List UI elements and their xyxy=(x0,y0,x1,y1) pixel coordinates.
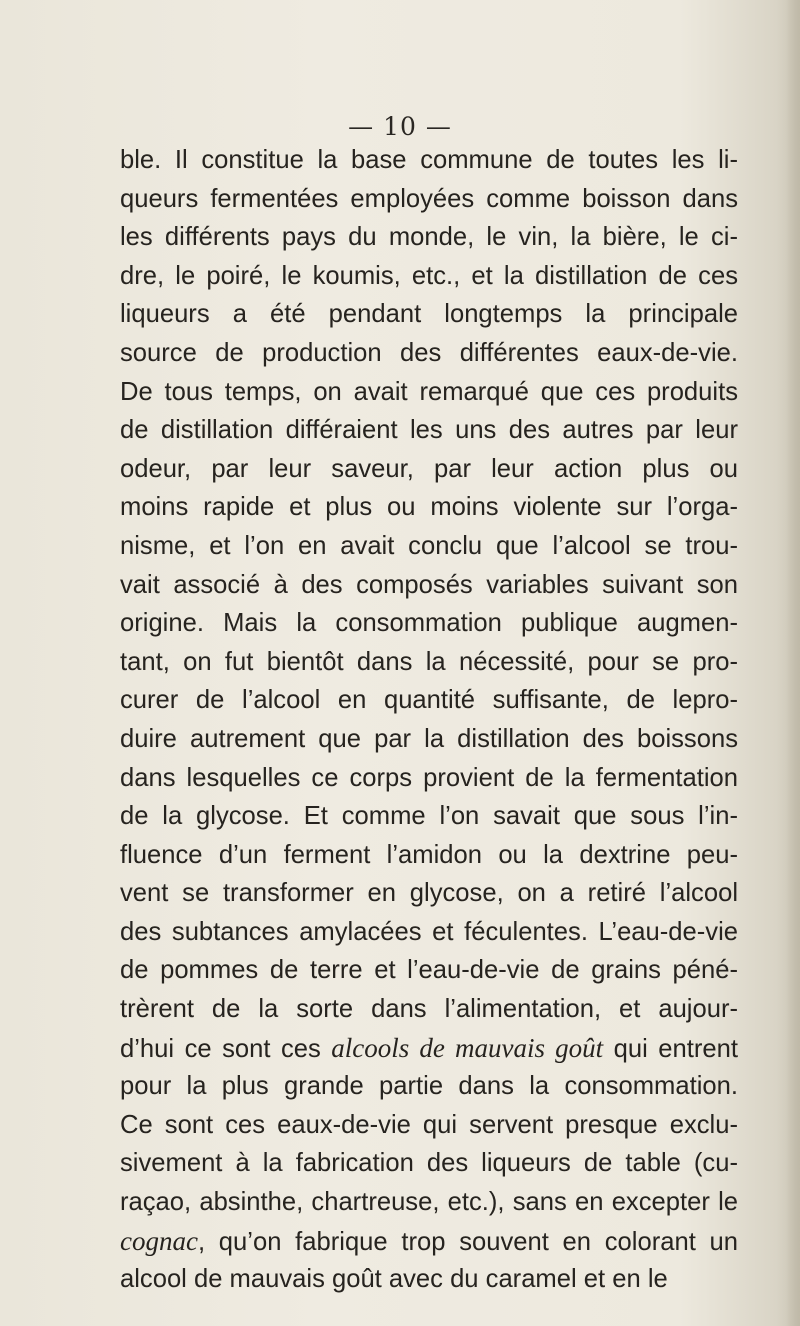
text-segment: fluence d’un ferment l’amidon ou la dextrine peu- xyxy=(120,840,738,869)
text-line xyxy=(120,681,738,720)
text-line xyxy=(120,720,738,759)
text-line xyxy=(120,373,738,412)
text-line xyxy=(120,566,738,605)
text-line xyxy=(120,527,738,566)
italic-phrase: alcools de mauvais goût xyxy=(331,1032,604,1063)
text-line xyxy=(120,643,738,682)
text-line xyxy=(120,990,738,1029)
text-line xyxy=(120,1222,738,1261)
text-segment: de pommes de terre et l’eau-de-vie de grains péné- xyxy=(120,956,738,985)
text-segment: tant, on fut bientôt dans la nécessité, pour se pro- xyxy=(120,647,738,676)
text-line xyxy=(120,1106,738,1145)
italic-phrase: cognac xyxy=(120,1225,198,1256)
text-line xyxy=(120,257,738,296)
text-line xyxy=(120,836,738,875)
text-line xyxy=(120,1144,738,1183)
text-segment: qui entrent xyxy=(603,1034,738,1063)
text-line xyxy=(120,411,738,450)
text-line xyxy=(120,450,738,489)
page-number: — 10 — xyxy=(348,112,452,141)
text-line xyxy=(120,604,738,643)
text-segment: dans lesquelles ce corps provient de la fermentation xyxy=(120,763,738,792)
text-segment: les différents pays du monde, le vin, la bière, le ci- xyxy=(120,223,738,252)
text-segment: De tous temps, on avait remarqué que ces produits xyxy=(120,377,738,406)
text-segment: source de production des différentes eaux-de-vie. xyxy=(120,338,738,367)
text-line xyxy=(120,334,738,373)
text-segment: pour la plus grande partie dans la consommation. xyxy=(120,1072,738,1101)
body-text xyxy=(120,141,738,1299)
text-segment: de la glycose. Et comme l’on savait que sous l’in- xyxy=(120,802,738,831)
text-line xyxy=(120,951,738,990)
text-segment: sivement à la fabrication des liqueurs de table (cu- xyxy=(120,1149,738,1178)
text-segment: dre, le poiré, le koumis, etc., et la distillation de ces xyxy=(120,261,738,290)
text-segment: odeur, par leur saveur, par leur action plus ou xyxy=(120,454,738,483)
text-line xyxy=(120,913,738,952)
text-line xyxy=(120,218,738,257)
text-segment: , qu’on fabrique trop souvent en colorant un xyxy=(197,1227,738,1256)
text-line xyxy=(120,1029,738,1068)
text-segment: des subtances amylacées et féculentes. L’eau-de-vie xyxy=(120,917,738,946)
text-segment: moins rapide et plus ou moins violente sur l’orga- xyxy=(120,493,738,522)
text-line xyxy=(120,1067,738,1106)
text-segment: de distillation différaient les uns des autres par leur xyxy=(120,416,738,445)
text-line xyxy=(120,759,738,798)
text-line xyxy=(120,1183,738,1222)
text-segment: curer de l’alcool en quantité suffisante, de lepro- xyxy=(120,686,738,715)
text-segment: trèrent de la sorte dans l’alimentation, et aujour- xyxy=(120,995,738,1024)
text-line xyxy=(120,797,738,836)
text-segment: d’hui ce sont ces xyxy=(120,1034,332,1063)
text-line xyxy=(120,1260,738,1299)
text-line xyxy=(120,295,738,334)
text-segment: alcool de mauvais goût avec du caramel et en le xyxy=(120,1265,668,1294)
text-line xyxy=(120,874,738,913)
text-segment: vent se transformer en glycose, on a retiré l’alcool xyxy=(120,879,738,908)
text-segment: queurs fermentées employées comme boisson dans xyxy=(120,184,738,213)
text-segment: duire autrement que par la distillation des boissons xyxy=(120,724,738,753)
text-line xyxy=(120,488,738,527)
text-segment: vait associé à des composés variables suivant son xyxy=(120,570,738,599)
text-segment: Ce sont ces eaux-de-vie qui servent presque exclu- xyxy=(120,1110,738,1139)
text-segment: origine. Mais la consommation publique augmen- xyxy=(120,609,738,638)
text-segment: nisme, et l’on en avait conclu que l’alcool se trou- xyxy=(120,531,738,560)
text-line xyxy=(120,180,738,219)
text-line xyxy=(120,141,738,180)
page-edge-shadow xyxy=(786,0,800,1326)
text-segment: raçao, absinthe, chartreuse, etc.), sans en excepter le xyxy=(120,1188,738,1217)
text-segment: ble. Il constitue la base commune de toutes les li- xyxy=(120,146,738,174)
text-segment: liqueurs a été pendant longtemps la principale xyxy=(120,300,738,329)
